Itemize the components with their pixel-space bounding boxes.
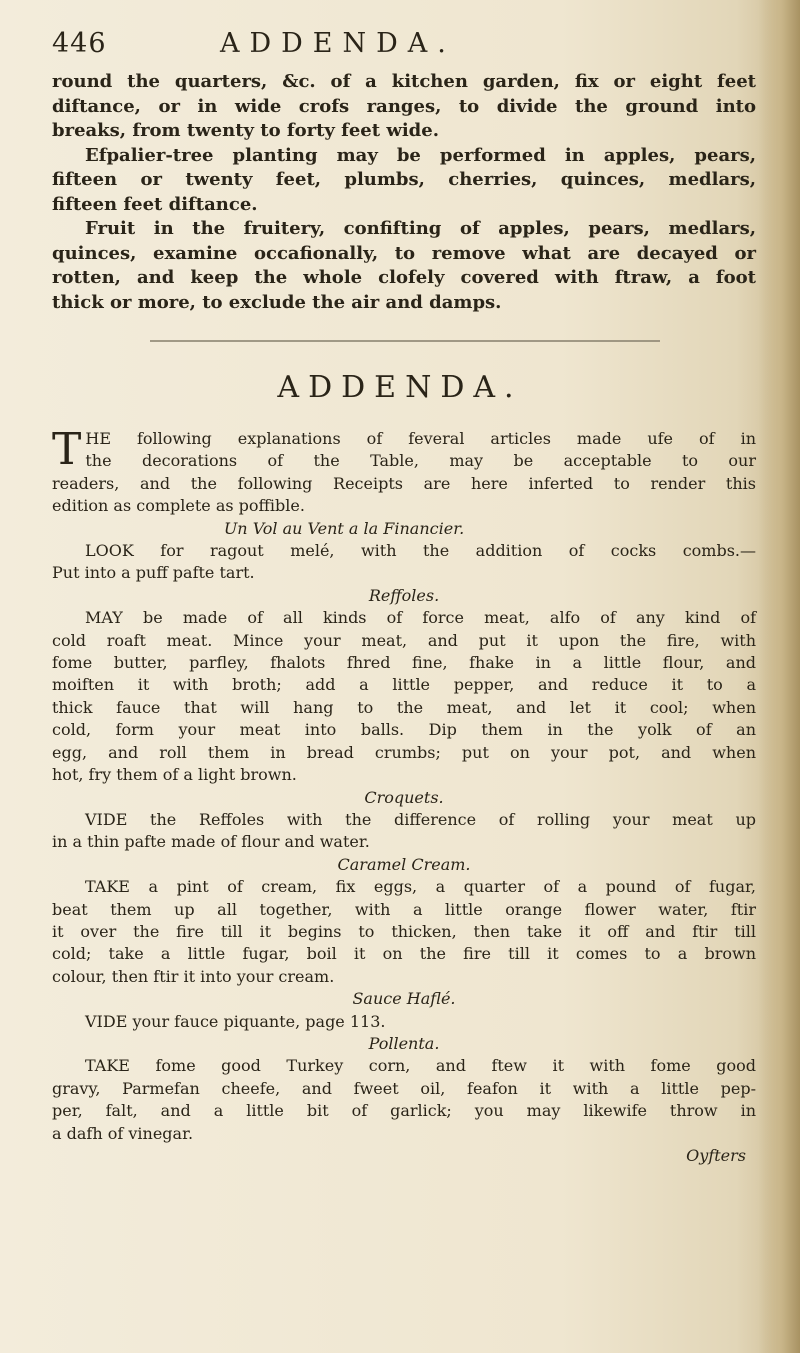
- text-line: fifteen feet diftance.: [52, 193, 258, 215]
- text-line: rotten, and keep the whole clofely covered with ftraw, a foot: [52, 267, 756, 288]
- text-line: it over the fire till it begins to thicken, then take it off and ftir till: [52, 921, 756, 941]
- text-line: thick fauce that will hang to the meat, and let it cool; when: [52, 697, 756, 717]
- text-line: LOOK for ragout melé, with the addition of cocks combs.—: [85, 541, 756, 561]
- section-title: ADDENDA.: [277, 370, 523, 405]
- text-line: fome butter, parfley, fhalots fhred fine, fhake in a little flour, and: [52, 653, 756, 673]
- section-divider: [150, 340, 660, 342]
- text-line: beat them up all together, with a little orange flower water, ftir: [52, 899, 756, 919]
- text-line: cold, form your meat into balls. Dip them in the yolk of an: [52, 720, 756, 740]
- page-edge-shadow: [758, 0, 800, 1353]
- text-line: the decorations of the Table, may be acceptable to our: [85, 451, 756, 471]
- recipe-title: Un Vol au Vent a la Financier.: [223, 518, 465, 538]
- text-line: per, falt, and a little bit of garlick; you may likewife throw in: [52, 1101, 756, 1121]
- text-line: hot, fry them of a light brown.: [52, 765, 297, 785]
- recipe-title: Croquets.: [364, 787, 444, 807]
- text-line: MAY be made of all kinds of force meat, alfo of any kind of: [85, 608, 756, 628]
- text-line: diftance, or in wide crofs ranges, to divide the ground into: [52, 95, 756, 117]
- recipe-title: Sauce Haflé.: [352, 989, 456, 1009]
- recipe-pollenta: [52, 1033, 756, 1145]
- text-line: fifteen or twenty feet, plumbs, cherries, quinces, medlars,: [52, 169, 756, 190]
- text-line: Put into a puff pafte tart.: [52, 563, 255, 583]
- addenda-body: [52, 424, 756, 1167]
- text-line: edition as complete as poffible.: [52, 496, 305, 516]
- text-line: breaks, from twenty to forty feet wide.: [52, 120, 439, 141]
- text-line: in a thin pafte made of flour and water.: [52, 832, 370, 852]
- recipe-sauce-hafle: [52, 988, 756, 1033]
- page-number: 446: [52, 28, 107, 59]
- text-line: round the quarters, &c. of a kitchen garden, fix or eight feet: [52, 71, 756, 92]
- text-line: a dafh of vinegar.: [52, 1123, 194, 1143]
- text-line: Efpalier-tree planting may be performed in apples, pears,: [85, 144, 756, 166]
- recipe-croquets: [52, 787, 756, 854]
- recipe-reffoles: [52, 585, 756, 787]
- recipe-title: Pollenta.: [368, 1033, 440, 1053]
- text-line: Fruit in the fruitery, confifting of apples, pears, medlars,: [85, 218, 756, 239]
- page-header: [52, 28, 756, 68]
- preceding-text: [52, 70, 756, 315]
- text-line: VIDE your fauce piquante, page 113.: [85, 1011, 386, 1031]
- text-line: egg, and roll them in bread crumbs; put on your pot, and when: [52, 742, 756, 762]
- running-head: ADDENDA.: [220, 28, 456, 59]
- text-line: VIDE the Reffoles with the difference of rolling your meat up: [85, 809, 756, 829]
- text-line: thick or more, to exclude the air and damps.: [52, 291, 502, 313]
- text-line: cold roaft meat. Mince your meat, and put it upon the fire, with: [52, 630, 756, 650]
- recipe-vol-au-vent: [52, 518, 756, 585]
- text-line: TAKE fome good Turkey corn, and ftew it with fome good: [85, 1056, 756, 1076]
- intro-paragraph: [52, 424, 756, 518]
- recipe-title: Reffoles.: [368, 585, 440, 605]
- text-line: gravy, Parmefan cheefe, and fweet oil, feafon it with a little pep-: [52, 1078, 756, 1098]
- text-line: readers, and the following Receipts are here inferted to render this: [52, 473, 756, 493]
- text-line: TAKE a pint of cream, fix eggs, a quarter of a pound of fugar,: [85, 877, 756, 897]
- text-line: cold; take a little fugar, boil it on the fire till it comes to a brown: [52, 944, 756, 964]
- text-line: moiften it with broth; add a little pepper, and reduce it to a: [52, 675, 756, 695]
- drop-cap: T: [52, 424, 82, 475]
- text-line: quinces, examine occafionally, to remove what are decayed or: [52, 242, 756, 264]
- text-line: colour, then ftir it into your cream.: [52, 966, 335, 986]
- recipe-title: Caramel Cream.: [337, 854, 471, 874]
- recipe-caramel-cream: [52, 854, 756, 988]
- catchword: Oyfters: [686, 1146, 746, 1165]
- text-line: HE following explanations of feveral articles made ufe of in: [85, 429, 756, 448]
